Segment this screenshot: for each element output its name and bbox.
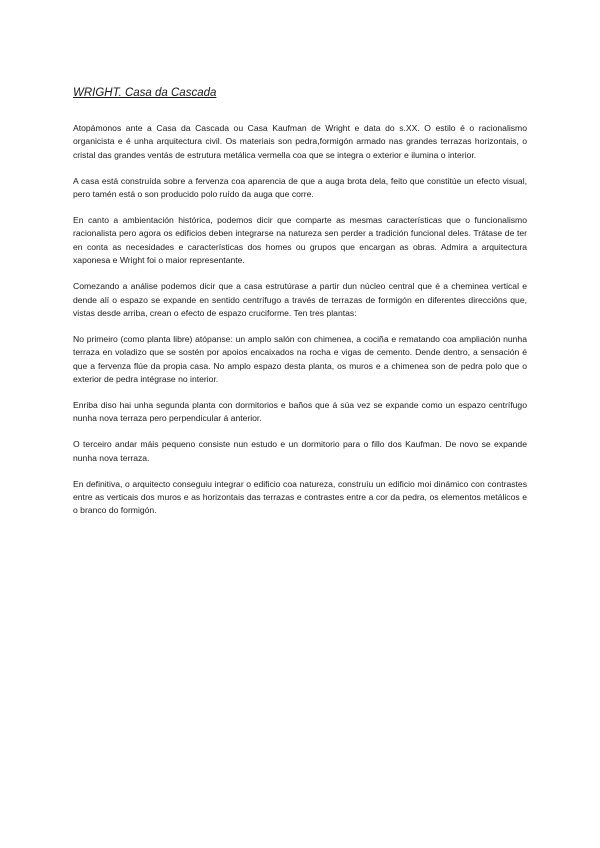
paragraph-second-floor: Enriba diso hai unha segunda planta con dormitorios e baños que á súa vez se expande como un espazo centrífugo nunha nova terraza pero perpendicular á anterior. (73, 400, 527, 424)
paragraph-historical-context: En canto a ambientación histórica, podemos dicir que comparte as mesmas características que o funcionalismo racionalista pero agora os edificios deben integrarse na natureza sen perder a tradición funcional deles. Trátase de ter en conta as necesidades e características dos homes ou grupos que encargan as obras. Admira a arquitectura xaponesa e Wright foi o maior representante. (73, 215, 527, 266)
paragraph-third-floor: O terceiro andar máis pequeno consiste nun estudo e un dormitorio para o fillo dos Kaufman. De novo se expande nunha nova terraza. (73, 439, 527, 463)
paragraph-conclusion: En definitiva, o arquitecto conseguiu integrar o edificio coa natureza, construíu un edificio moi dinámico con contrastes entre as verticais dos muros e as horizontais das terrazas e contrastes entre a cor da pedra, os elementos metálicos e o branco do formigón. (73, 478, 527, 516)
paragraph-first-floor: No primeiro (como planta libre) atópanse: un amplo salón con chimenea, a cociña e rematando coa ampliación nunha terraza en voladizo que se sostén por apoios encaixados na rocha e vigas de cemento. Dende dentro, a sensación é que a fervenza flúe da propia casa. No amplo espazo desta planta, os muros e a chimenea son de pedra polo que o exterior de pedra intégrase no interior. (73, 333, 527, 385)
document-page (73, 86, 527, 530)
paragraph-analysis: Comezando a análise podemos dicir que a casa estrutúrase a partir dun núcleo central que é a cheminea vertical e dende alí o espazo se expande en sentido centrífugo a través de terrazas de formigón en diferentes direccións que, vistas desde arriba, crean o efecto de espazo cruciforme. Ten tres plantas: (73, 281, 527, 318)
paragraph-intro: Atopámonos ante a Casa da Cascada ou Casa Kaufman de Wright e data do s.XX. O estilo é o racionalismo organicista e é unha arquitectura civil. Os materiais son pedra,formigón armado nas grandes terrazas horizontais, o cristal das grandes ventás de estrutura metálica vermella coa que se integra o exterior e ilumina o interior. (73, 123, 527, 160)
paragraph-waterfall: A casa está construída sobre a fervenza coa aparencia de que a auga brota dela, feito que constitúe un efecto visual, pero tamén está o son producido polo ruído da auga que corre. (73, 175, 527, 200)
document-title: WRIGHT. Casa da Cascada (73, 87, 217, 99)
